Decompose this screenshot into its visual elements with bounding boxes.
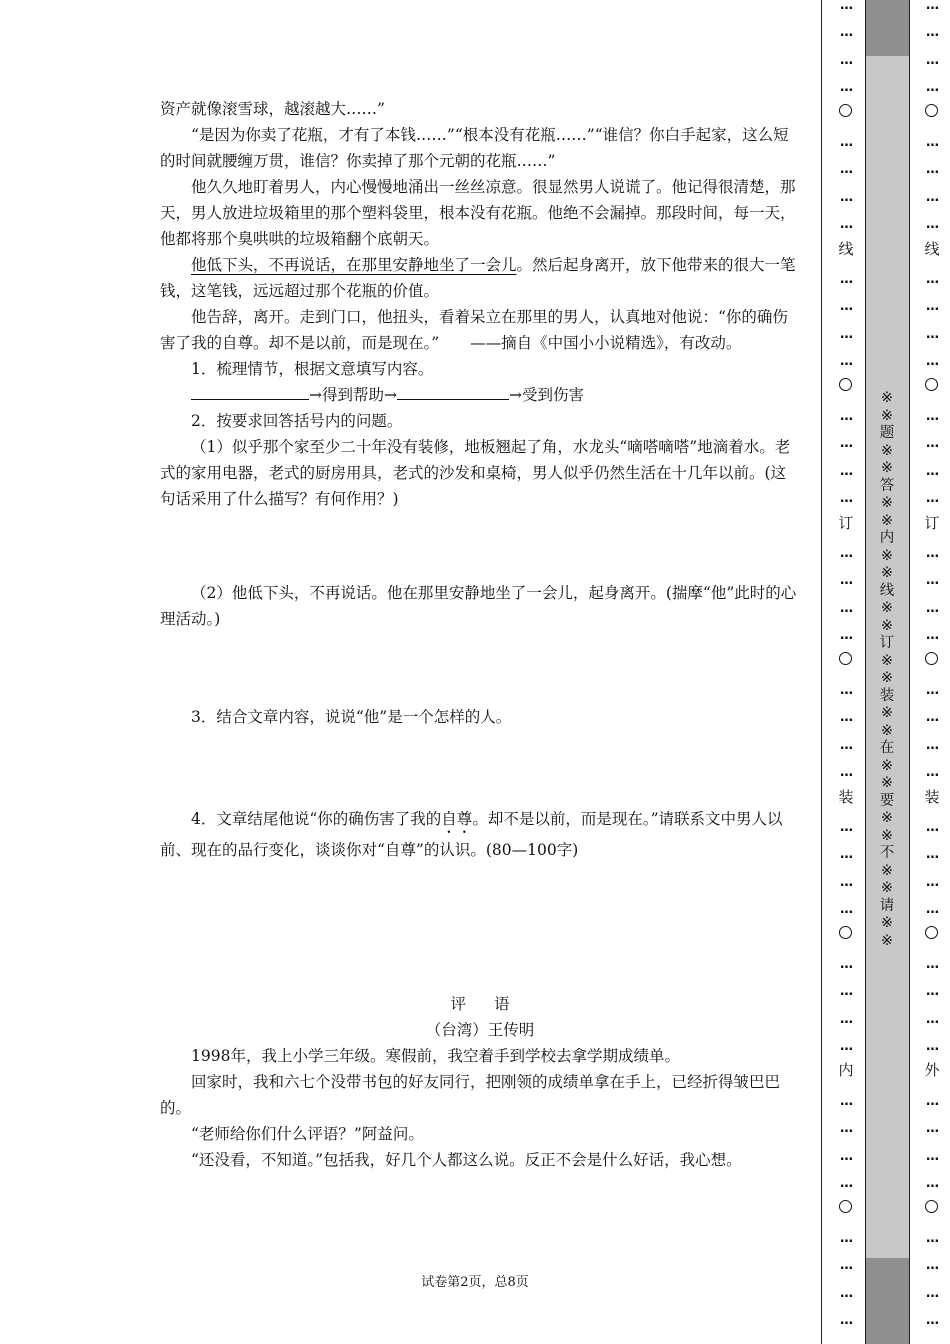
binding-dot: … [840, 217, 852, 233]
binding-line [865, 0, 866, 1344]
essay-line: 回家时，我和六七个没带书包的好友同行，把刚领的成绩单拿在手上，已经折得皱巴巴的。 [160, 1073, 781, 1117]
answer-space[interactable] [160, 730, 800, 806]
binding-dot: … [840, 80, 852, 96]
sentence-rest: 。然后起身离开，放下他带来的很大一笔钱，这笔钱，远远超过那个花瓶的价值。 [160, 256, 796, 300]
binding-dot: … [926, 683, 938, 698]
q4-text-b: 。却不是以前，而是现在。”请联系文中男人以前、现在的品行变化，谈谈你对“自尊”的认识。(80—100字) [160, 810, 783, 859]
binding-dot: … [926, 902, 938, 918]
binding-dot: … [926, 1094, 938, 1109]
binding-dot: … [840, 25, 852, 41]
binding-char: 装 [924, 788, 940, 806]
binding-dot: … [840, 135, 852, 150]
binding-dot: … [926, 354, 938, 370]
answer-space[interactable] [160, 632, 800, 704]
binding-dot: … [926, 0, 938, 13]
essay-author: （台湾）王传明 [425, 1021, 535, 1039]
binding-hole-icon [839, 378, 852, 391]
binding-dot: … [840, 1313, 852, 1329]
binding-dot: … [926, 1258, 938, 1274]
question-1-label: 1．梳理情节，根据文意填写内容。 [191, 360, 434, 378]
page-footer: 试卷第2页，总8页 [421, 1275, 529, 1290]
binding-dot: … [840, 1121, 852, 1137]
binding-dot: … [926, 820, 938, 835]
question-2-1: （1）似乎那个家至少二十年没有装修，地板翘起了角，水龙头“嘀嗒嘀嗒”地滴着水。老式的家用电器，老式的厨房用具，老式的沙发和桌椅，男人似乎仍然生活在十几年以前。(这句话采用了什么描写？有何作用？) [160, 438, 791, 508]
passage-paragraph [160, 252, 800, 304]
binding-char: 线 [924, 240, 940, 258]
binding-dot: … [840, 1258, 852, 1274]
binding-dot: … [926, 326, 938, 342]
binding-dot: … [840, 1231, 852, 1246]
binding-dot: … [840, 683, 852, 698]
binding-dot: … [840, 902, 852, 918]
binding-dot: … [926, 1176, 938, 1192]
binding-hole-icon [839, 926, 852, 939]
binding-dot: … [840, 984, 852, 1000]
binding-dot: … [926, 299, 938, 315]
binding-char: 线 [838, 240, 854, 258]
binding-dot: … [840, 874, 852, 890]
binding-char: 订 [838, 514, 854, 532]
binding-warning-text: ※※题※※答※※内※※线※※订※※装※※在※※要※※不※※请※※ [879, 390, 895, 949]
binding-dot: … [926, 52, 938, 68]
binding-dot: … [926, 737, 938, 753]
binding-line [821, 0, 822, 1344]
passage-paragraph: 资产就像滚雪球，越滚越大……” [160, 100, 385, 118]
binding-dot: … [926, 409, 938, 424]
binding-hole-icon [925, 1200, 938, 1213]
binding-dot: … [926, 1313, 938, 1329]
binding-dot: … [926, 25, 938, 41]
answer-blank-1[interactable] [191, 383, 309, 400]
binding-dot: … [840, 1039, 852, 1055]
binding-dot: … [840, 326, 852, 342]
binding-dot: … [840, 600, 852, 616]
binding-dot: … [926, 217, 938, 233]
binding-gray-top [865, 0, 909, 56]
binding-dot: … [840, 52, 852, 68]
binding-column-left [834, 0, 858, 1344]
binding-dot: … [840, 1176, 852, 1192]
question-1-flow [160, 382, 800, 408]
binding-dot: … [926, 162, 938, 178]
binding-hole-icon [839, 104, 852, 117]
essay-line: “还没看，不知道。”包括我，好几个人都这么说。反正不会是什么好话，我心想。 [191, 1151, 742, 1169]
binding-dot: … [926, 984, 938, 1000]
binding-dot: … [926, 1039, 938, 1055]
binding-char: 装 [838, 788, 854, 806]
binding-dot: … [840, 820, 852, 835]
binding-dot: … [840, 162, 852, 178]
flow-end: →受到伤害 [508, 386, 584, 404]
binding-dot: … [926, 1285, 938, 1301]
binding-hole-icon [925, 926, 938, 939]
binding-dot: … [926, 1121, 938, 1137]
binding-dot: … [840, 710, 852, 726]
binding-dot: … [840, 957, 852, 972]
binding-dot: … [840, 409, 852, 424]
binding-dot: … [840, 189, 852, 205]
binding-hole-icon [925, 104, 938, 117]
binding-dot: … [840, 1094, 852, 1109]
essay-title [160, 991, 800, 1017]
binding-hole-icon [839, 652, 852, 665]
binding-dot: … [926, 272, 938, 287]
flow-middle: →得到帮助→ [309, 386, 397, 404]
binding-dot: … [840, 546, 852, 561]
binding-dot: … [926, 765, 938, 781]
passage-paragraph: “是因为你卖了花瓶，才有了本钱……”“根本没有花瓶……”“谁信？你白手起家，这么短的时间就腰缠万贯，谁信？你卖掉了那个元朝的花瓶……” [160, 126, 789, 170]
binding-dot: … [840, 1285, 852, 1301]
binding-column-right [920, 0, 944, 1344]
binding-dot: … [840, 299, 852, 315]
passage-paragraph: 他久久地盯着男人，内心慢慢地涌出一丝丝凉意。很显然男人说谎了。他记得很清楚，那天，男人放进垃圾箱里的那个塑料袋里，根本没有花瓶。他绝不会漏掉。那段时间，每一天，他都将那个臭哄哄的垃圾箱翻个底朝天。 [160, 178, 796, 248]
question-2-2: （2）他低下头，不再说话。他在那里安静地坐了一会儿，起身离开。(揣摩“他”此时的心理活动。) [160, 584, 797, 628]
binding-dot: … [840, 628, 852, 644]
passage-paragraph: 他告辞，离开。走到门口，他扭头，看着呆立在那里的男人，认真地对他说：“你的确伤害了我的自尊。却不是以前，而是现在。” ——摘自《中国小小说精选》，有改动。 [160, 308, 788, 352]
binding-dot: … [840, 573, 852, 589]
question-4 [160, 806, 800, 863]
essay-line: 1998年，我上小学三年级。寒假前，我空着手到学校去拿学期成绩单。 [191, 1047, 680, 1065]
binding-char: 外 [924, 1061, 940, 1079]
q4-emphasis: 自尊 [441, 810, 473, 828]
binding-dot: … [840, 491, 852, 507]
binding-hole-icon [925, 652, 938, 665]
binding-dot: … [926, 436, 938, 452]
binding-dot: … [840, 847, 852, 863]
binding-dot: … [926, 80, 938, 96]
binding-hole-icon [925, 378, 938, 391]
binding-dot: … [840, 463, 852, 479]
binding-dot: … [926, 1231, 938, 1246]
answer-blank-2[interactable] [397, 383, 509, 400]
question-3: 3．结合文章内容，说说“他”是一个怎样的人。 [191, 708, 512, 726]
binding-char: 内 [838, 1061, 854, 1079]
binding-dot: … [926, 710, 938, 726]
underlined-sentence: 他低下头，不再说话，在那里安静地坐了一会儿 [191, 256, 517, 274]
binding-dot: … [840, 354, 852, 370]
binding-dot: … [840, 0, 852, 13]
binding-dot: … [840, 436, 852, 452]
binding-dot: … [840, 737, 852, 753]
answer-space[interactable] [160, 863, 800, 991]
essay-line: “老师给你们什么评语？”阿益问。 [191, 1125, 424, 1143]
binding-dot: … [840, 765, 852, 781]
binding-line [909, 0, 910, 1344]
binding-char: 订 [924, 514, 940, 532]
binding-dot: … [926, 189, 938, 205]
binding-dot: … [840, 1148, 852, 1164]
binding-dot: … [926, 491, 938, 507]
exam-content [160, 96, 800, 1173]
binding-dot: … [926, 463, 938, 479]
q4-text-a: 4．文章结尾他说“你的确伤害了我的 [191, 810, 442, 828]
binding-gray-bottom [865, 1258, 909, 1344]
binding-dot: … [926, 600, 938, 616]
binding-dot: … [926, 573, 938, 589]
binding-dot: … [926, 957, 938, 972]
binding-dot: … [926, 1148, 938, 1164]
binding-dot: … [926, 1011, 938, 1027]
binding-hole-icon [839, 1200, 852, 1213]
binding-dot: … [926, 847, 938, 863]
binding-dot: … [926, 546, 938, 561]
binding-dot: … [926, 874, 938, 890]
binding-dot: … [840, 1011, 852, 1027]
answer-space[interactable] [160, 512, 800, 580]
essay-title-text: 评语 [450, 995, 538, 1013]
binding-dot: … [840, 272, 852, 287]
binding-dot: … [926, 135, 938, 150]
binding-dot: … [926, 628, 938, 644]
question-2-label: 2．按要求回答括号内的问题。 [191, 412, 403, 430]
